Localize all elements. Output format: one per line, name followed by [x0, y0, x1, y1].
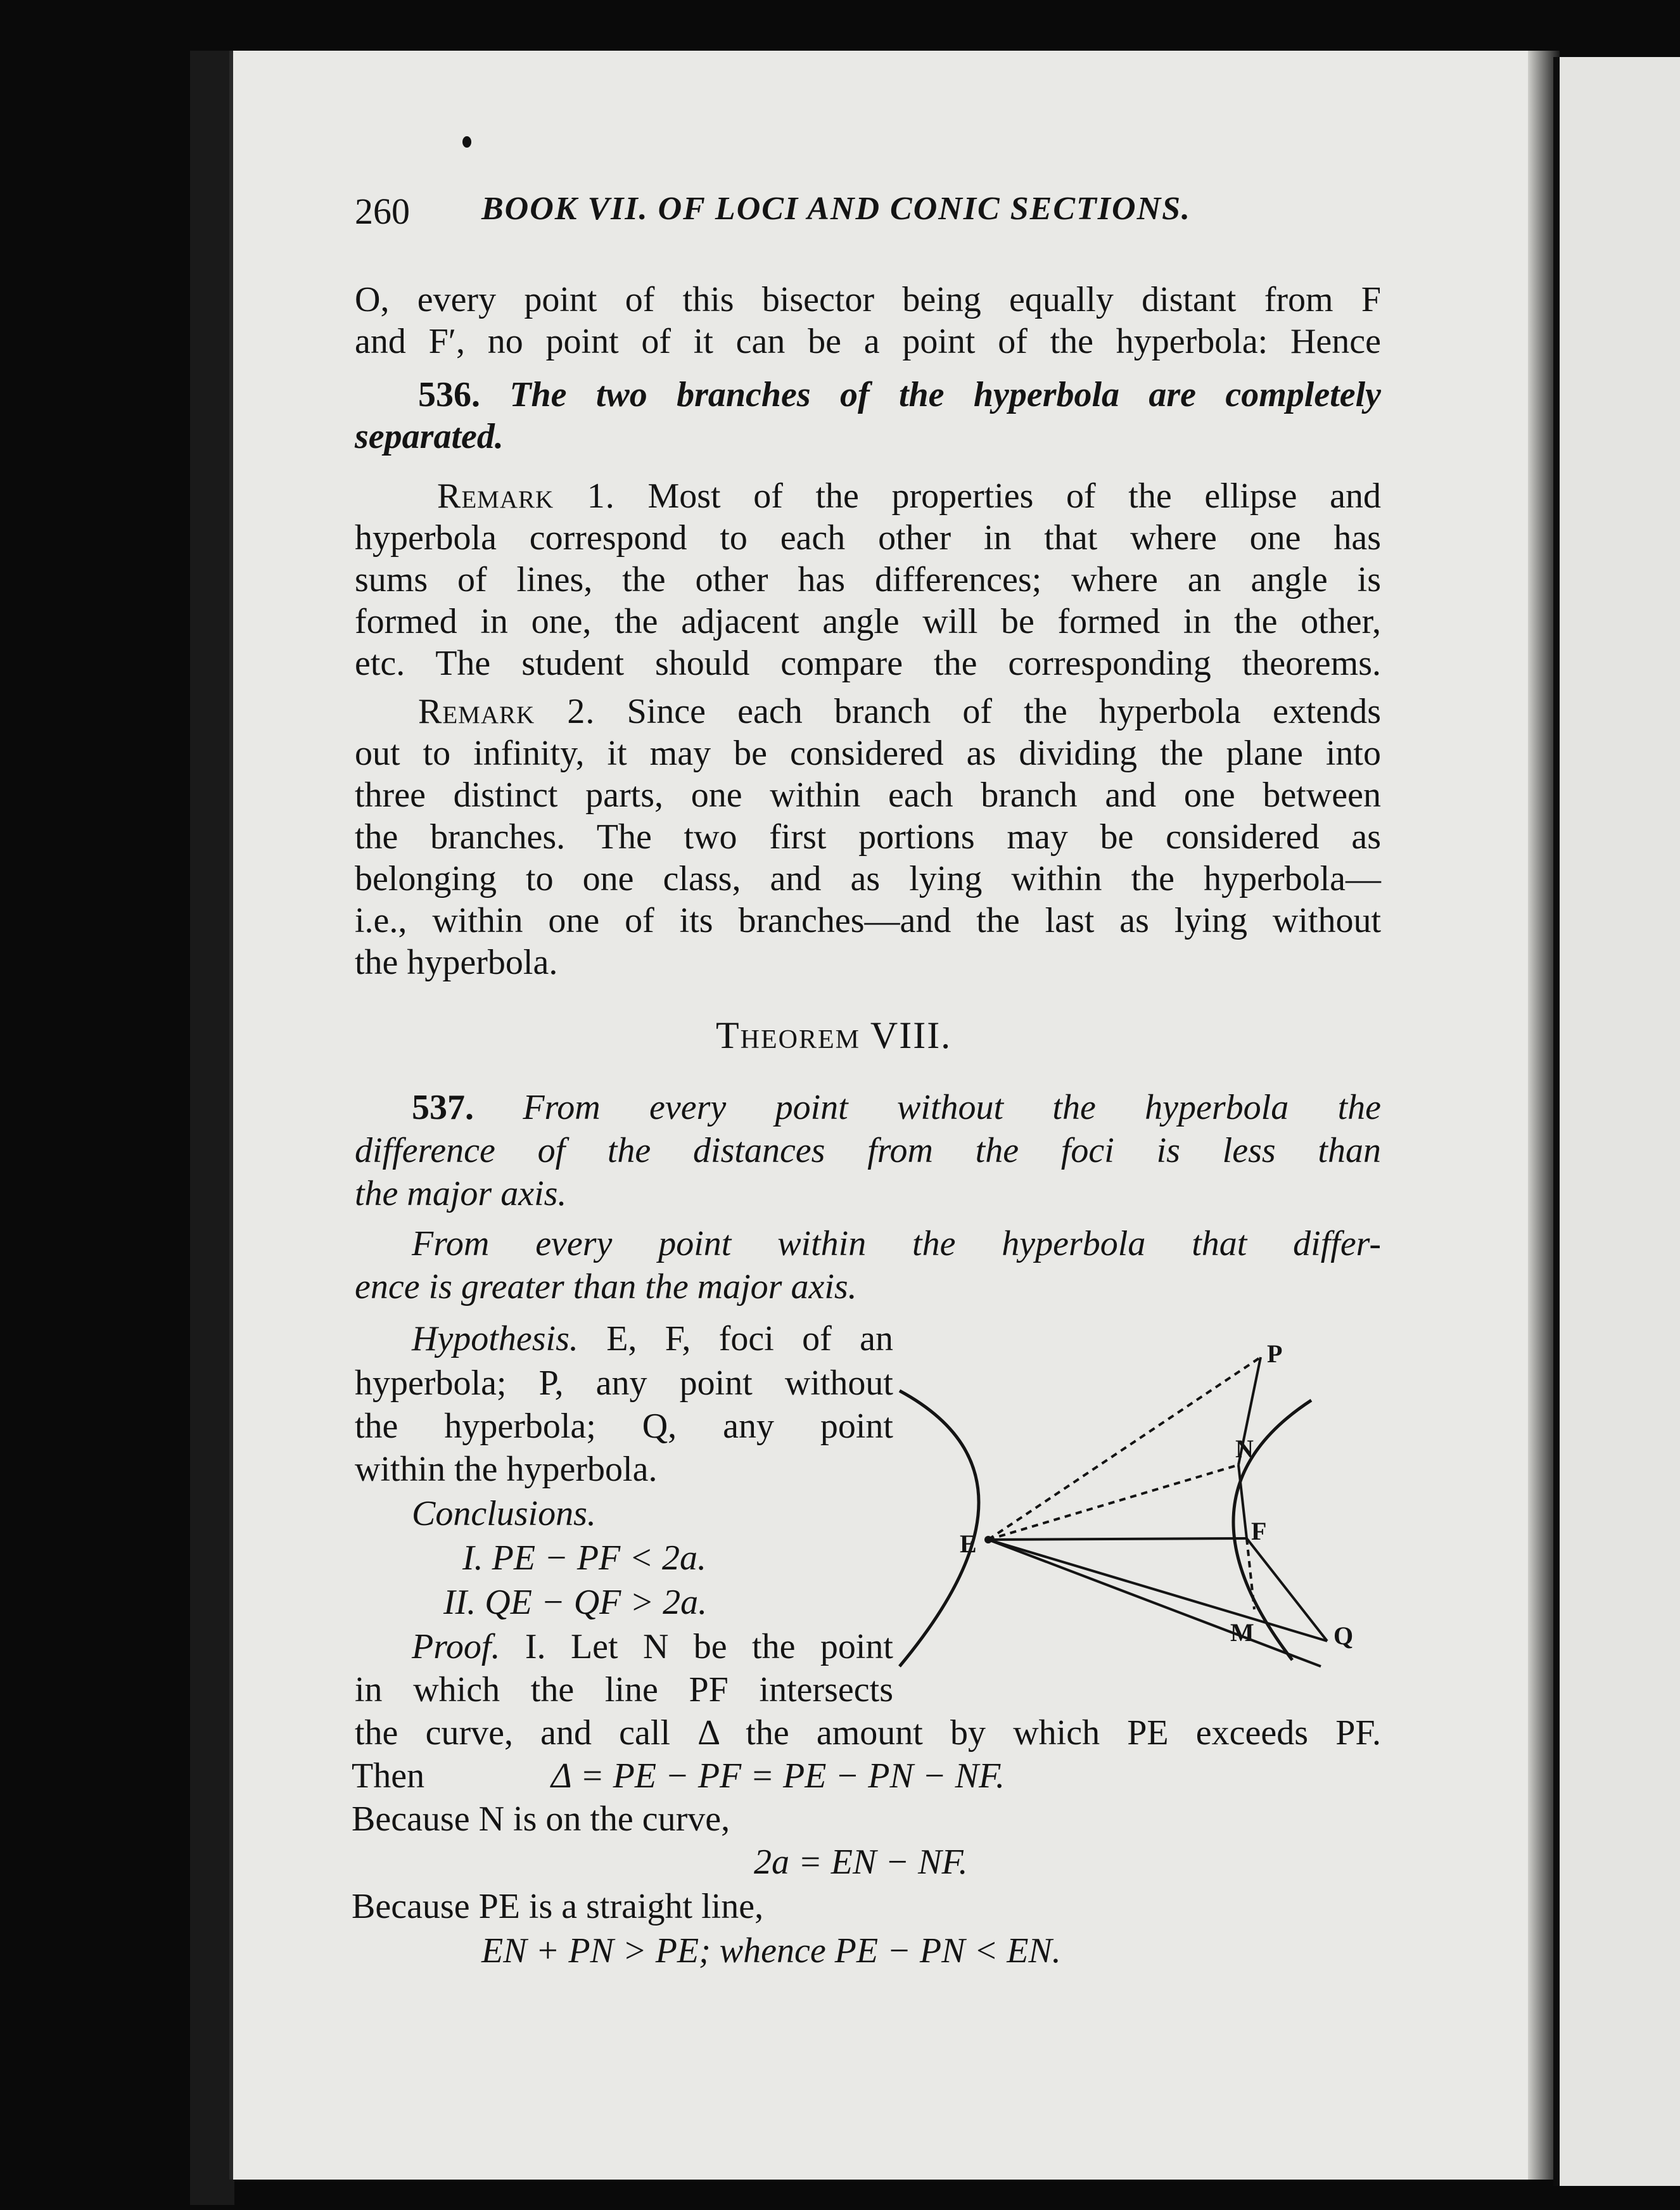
line-EM — [988, 1540, 1321, 1666]
label-F: F — [1251, 1517, 1267, 1545]
running-title: BOOK VII. OF LOCI AND CONIC SECTIONS. — [481, 191, 1192, 227]
proof-line — [355, 1626, 893, 1668]
section-536-line — [355, 374, 1381, 416]
proof-text: I. Let N be the point — [525, 1627, 893, 1666]
remark-2-line — [355, 691, 1381, 732]
text-line: ence is greater than the major axis. — [355, 1267, 857, 1306]
conclusion-2: II. QE − QF > 2a. — [443, 1583, 708, 1622]
text-line: the curve, and call Δ the amount by which PE exceeds PF. — [355, 1713, 1381, 1753]
label-P: P — [1267, 1339, 1283, 1368]
line-NE — [988, 1465, 1238, 1540]
text-line: etc. The student should compare the corresponding theorems. — [355, 644, 1381, 683]
equation-2a: 2a = EN − NF. — [754, 1843, 968, 1882]
facing-page — [1553, 57, 1680, 2186]
text-line: the major axis. — [355, 1174, 567, 1213]
proof-label: Proof. — [412, 1627, 500, 1666]
text-line: belonging to one class, and as lying within the hyperbola— — [355, 859, 1381, 898]
hyperbola-diagram — [881, 1331, 1400, 1711]
label-N: N — [1235, 1434, 1254, 1463]
conclusions-label: Conclusions. — [412, 1494, 596, 1533]
text-line: difference of the distances from the foci is less than — [355, 1131, 1381, 1170]
text-line: within the hyperbola. — [355, 1450, 658, 1489]
text-line: three distinct parts, one within each branch and one between — [355, 776, 1381, 815]
label-E: E — [960, 1530, 977, 1558]
text-line: Because PE is a straight line, — [352, 1887, 764, 1926]
text-line: From every point within the hyperbola that differ- — [412, 1224, 1381, 1263]
text-line: O, every point of this bisector being equally distant from F — [355, 280, 1381, 319]
text-line: and F′, no point of it can be a point of the hyperbola: Hence — [355, 322, 1381, 361]
section-536-statement: The two branches of the hyperbola are completely — [509, 375, 1382, 414]
conclusion-1: I. PE − PF < 2a. — [462, 1538, 707, 1578]
hypothesis-label: Hypothesis. — [412, 1319, 578, 1358]
section-537-line — [355, 1087, 1381, 1128]
text-line: out to infinity, it may be considered as dividing the plane into — [355, 734, 1381, 773]
section-537-statement: From every point without the hyperbola the — [523, 1088, 1381, 1127]
label-Q: Q — [1333, 1621, 1354, 1650]
line-EQ — [988, 1540, 1327, 1641]
remark-label: Remark 1. — [437, 476, 615, 516]
remark-label: Remark 2. — [418, 692, 595, 731]
section-number: 536. — [418, 375, 480, 414]
left-hyperbola-branch — [900, 1391, 979, 1666]
line-PE — [988, 1357, 1261, 1540]
section-number: 537. — [412, 1088, 474, 1127]
running-head — [355, 190, 1261, 233]
line-EF — [988, 1538, 1247, 1540]
theorem-title: Theorem VIII. — [716, 1014, 952, 1056]
text-line: i.e., within one of its branches—and the last as lying without — [355, 901, 1381, 940]
proof-then: Then — [352, 1756, 425, 1796]
focus-E — [984, 1536, 992, 1543]
label-M: M — [1230, 1618, 1254, 1647]
equation-delta: Δ = PE − PF = PE − PN − NF. — [551, 1756, 1005, 1796]
line-FM — [1247, 1538, 1254, 1609]
text-line: the branches. The two first portions may be considered as — [355, 817, 1381, 857]
text-line: the hyperbola. — [355, 943, 558, 982]
ink-spot — [462, 136, 471, 148]
text-line: in which the line PF intersects — [355, 1670, 893, 1709]
text-line: hyperbola correspond to each other in that where one has — [355, 518, 1381, 558]
page-number: 260 — [355, 191, 410, 232]
line-FQ — [1247, 1538, 1327, 1641]
hypothesis-line — [355, 1318, 893, 1360]
text-line: the hyperbola; Q, any point — [355, 1407, 893, 1446]
hypothesis-text: E, F, foci of an — [606, 1319, 893, 1358]
remark-text: Since each branch of the hyperbola extends — [627, 692, 1381, 731]
text-line: sums of lines, the other has differences; where an angle is — [355, 560, 1381, 599]
remark-1-line — [355, 475, 1381, 517]
text-line: separated. — [355, 417, 504, 456]
text-line: Because N is on the curve, — [352, 1799, 730, 1839]
book-edge — [190, 51, 234, 2205]
remark-text: Most of the properties of the ellipse and — [647, 476, 1381, 516]
text-line: formed in one, the adjacent angle will be formed in the other, — [355, 602, 1381, 641]
equation-inequality: EN + PN > PE; whence PE − PN < EN. — [481, 1931, 1061, 1970]
text-line: hyperbola; P, any point without — [355, 1364, 893, 1403]
